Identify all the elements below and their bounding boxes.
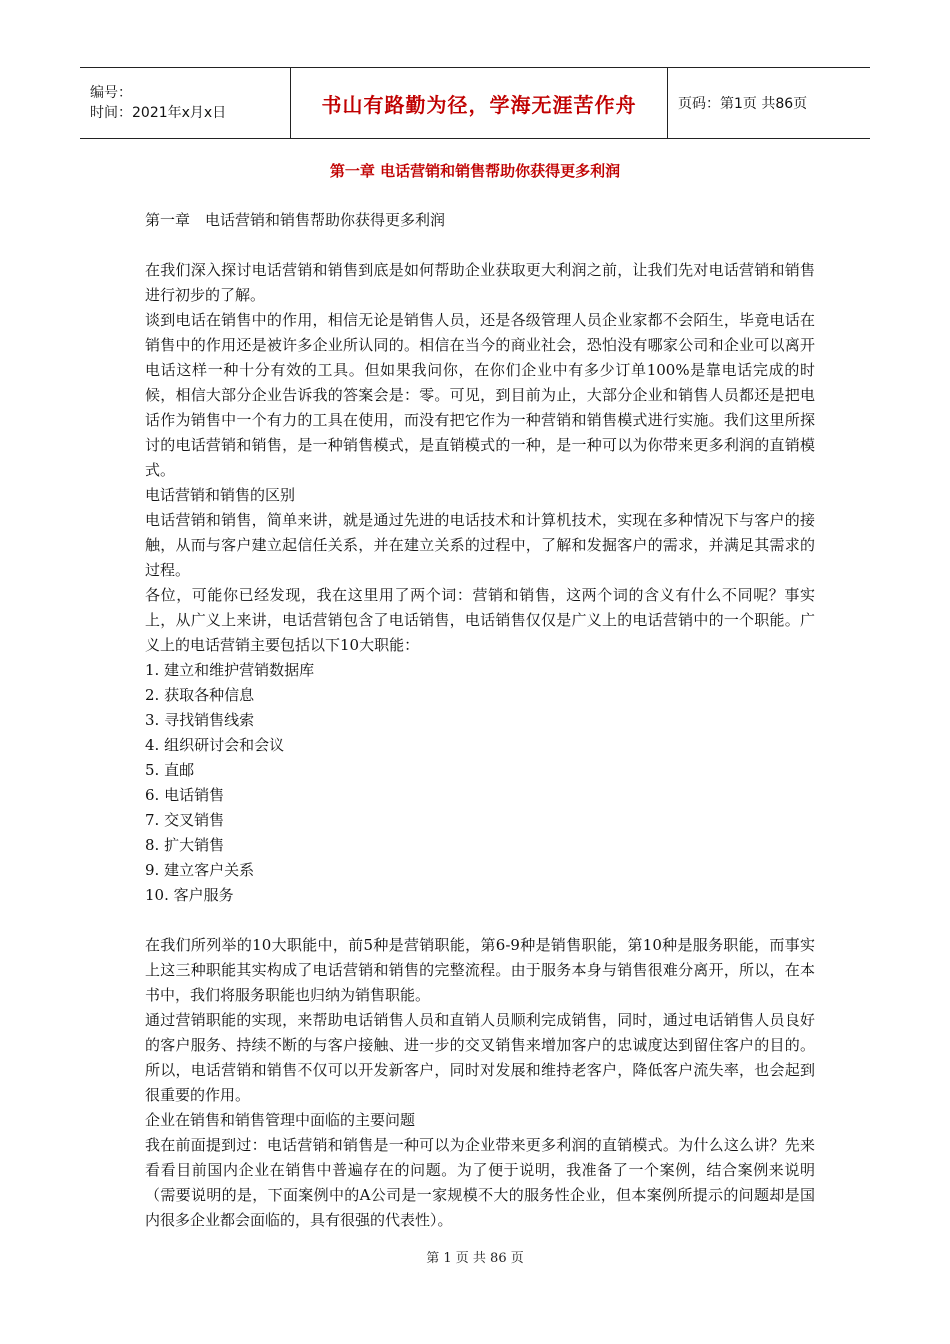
document-body [145, 208, 815, 1233]
paragraph: 在我们深入探讨电话营销和销售到底是如何帮助企业获取更大利润之前，让我们先对电话营销和销售进行初步的了解。 [145, 261, 815, 304]
list-item: 3. 寻找销售线索 [145, 711, 255, 729]
paragraph: 电话营销和销售，简单来讲，就是通过先进的电话技术和计算机技术，实现在多种情况下与客户的接触，从而与客户建立起信任关系，并在建立关系的过程中，了解和发掘客户的需求，并满足其需求的过程。 [145, 511, 815, 579]
functions-list [145, 658, 815, 908]
list-item: 2. 获取各种信息 [145, 686, 255, 704]
list-item: 4. 组织研讨会和会议 [145, 736, 285, 754]
subheading: 企业在销售和销售管理中面临的主要问题 [145, 1111, 416, 1129]
list-item: 6. 电话销售 [145, 786, 225, 804]
paragraph: 在我们所列举的10大职能中，前5种是营销职能，第6-9种是销售职能，第10种是服务职能，而事实上这三种职能其实构成了电话营销和销售的完整流程。由于服务本身与销售很难分离开，所以，在本书中，我们将服务职能也归纳为销售职能。 [145, 936, 815, 1004]
list-item: 10. 客户服务 [145, 886, 234, 904]
header-left-cell [80, 68, 291, 138]
list-item: 1. 建立和维护营销数据库 [145, 661, 315, 679]
document-number-label: 编号： [90, 85, 132, 101]
spacer [145, 908, 815, 933]
list-item: 8. 扩大销售 [145, 836, 225, 854]
spacer [145, 233, 815, 258]
subheading: 电话营销和销售的区别 [145, 486, 296, 504]
header-page-info: 页码：第1页 共86页 [678, 96, 808, 112]
page-footer: 第 1 页 共 86 页 [426, 1251, 524, 1266]
chapter-title: 第一章 电话营销和销售帮助你获得更多利润 [329, 162, 621, 180]
list-item: 5. 直邮 [145, 761, 195, 779]
header-page-cell [668, 68, 807, 138]
document-date: 时间：2021年x月x日 [90, 105, 227, 121]
paragraph: 各位，可能你已经发现，我在这里用了两个词：营销和销售，这两个词的含义有什么不同呢？事实上，从广义上来讲，电话营销包含了电话销售，电话销售仅仅是广义上的电话营销中的一个职能。广义上的电话营销主要包括以下10大职能： [145, 586, 815, 654]
list-item: 9. 建立客户关系 [145, 861, 255, 879]
header-table [80, 67, 870, 139]
list-item: 7. 交叉销售 [145, 811, 225, 829]
header-motto-cell [291, 68, 668, 138]
header-motto: 书山有路勤为径，学海无涯苦作舟 [321, 92, 637, 117]
paragraph: 谈到电话在销售中的作用，相信无论是销售人员，还是各级管理人员企业家都不会陌生，毕竟电话在销售中的作用还是被许多企业所认同的。相信在当今的商业社会，恐怕没有哪家公司和企业可以离开电话这样一种十分有效的工具。但如果我问你，在你们企业中有多少订单100%是靠电话完成的时候，相信大部分企业告诉我的答案会是：零。可见，到目前为止，大部分企业和销售人员都还是把电话作为销售中一个有力的工具在使用，而没有把它作为一种营销和销售模式进行实施。我们这里所探讨的电话营销和销售，是一种销售模式，是直销模式的一种，是一种可以为你带来更多利润的直销模式。 [145, 311, 815, 479]
paragraph: 通过营销职能的实现，来帮助电话销售人员和直销人员顺利完成销售，同时，通过电话销售人员良好的客户服务、持续不断的与客户接触、进一步的交叉销售来增加客户的忠诚度达到留住客户的目的。所以，电话营销和销售不仅可以开发新客户，同时对发展和维持老客户，降低客户流失率，也会起到很重要的作用。 [145, 1011, 815, 1104]
paragraph: 我在前面提到过：电话营销和销售是一种可以为企业带来更多利润的直销模式。为什么这么讲？先来看看目前国内企业在销售中普遍存在的问题。为了便于说明，我准备了一个案例，结合案例来说明（需要说明的是，下面案例中的A公司是一家规模不大的服务性企业，但本案例所提示的问题却是国内很多企业都会面临的，具有很强的代表性）。 [145, 1136, 815, 1229]
section-heading: 第一章 电话营销和销售帮助你获得更多利润 [145, 211, 446, 229]
